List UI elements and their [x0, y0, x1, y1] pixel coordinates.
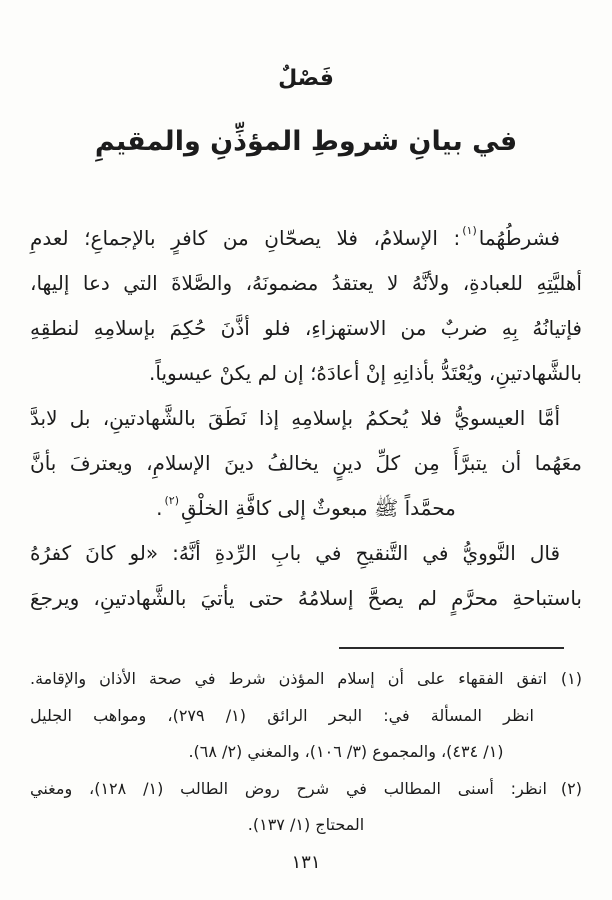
footnote-marker-1: (١)	[560, 669, 582, 688]
body-line: باستباحةِ محرَّمٍ لم يصحَّ إسلامُهُ حتى يأتيَ بالشَّهادتينِ، ويرجعَ	[30, 586, 582, 610]
body-line: قال النَّوويُّ في التَّنقيحِ في بابِ الرِّدةِ أنَّهُ: «لو كانَ كفرُهُ	[30, 541, 560, 565]
footnote-ref-2: (٢)	[164, 494, 180, 507]
footnote-2	[30, 771, 582, 844]
footnote-marker-2: (٢)	[560, 778, 582, 798]
body-text	[30, 216, 582, 621]
chapter-heading: فَصْلٌ	[278, 66, 334, 91]
body-segment: محمَّداً ﷺ مبعوثٌ إلى كافَّةِ الخلْقِ	[181, 496, 456, 520]
footnote-1	[30, 661, 582, 771]
footnote-ref-1: (١)	[462, 224, 477, 237]
page-number: ١٣١	[291, 851, 321, 873]
footnote-text: اتفق الفقهاء على أن إسلام المؤذن شرط في صحة الأذان والإقامة.	[30, 669, 547, 688]
body-segment: : الإسلامُ، فلا يصحّانِ من كافرٍ بالإجماعِ؛ لعدمِ	[30, 226, 461, 250]
body-line: معَهُما أن يتبرَّأَ مِن كلِّ دينٍ يخالفُ دينَ الإسلامِ، ويعترفَ بأنَّ	[30, 451, 582, 475]
footnote-line: (١/ ٤٣٤)، والمجموع (٣/ ١٠٦)، والمغني (٢/ ٦٨).	[188, 742, 504, 761]
footnote-line: المحتاج (١/ ١٣٧).	[247, 815, 365, 834]
footnote-line	[30, 661, 582, 698]
body-line: فإتيانُهُ بِهِ ضربٌ من الاستهزاءِ، فلو أذَّنَ حُكِمَ بإسلامِهِ لنطقِهِ	[30, 316, 582, 340]
footnote-line	[30, 771, 582, 808]
body-line: بالشَّهادتينِ، ويُعْتَدُّ بأذانِهِ إنْ أعادَهُ؛ إن لم يكنْ عيسوياً.	[149, 361, 582, 385]
footnote-line: انظر المسألة في: البحر الرائق (١/ ٢٧٩)، ومواهب الجليل	[30, 705, 534, 725]
footnote-separator	[339, 647, 564, 649]
body-line: أمَّا العيسويُّ فلا يُحكمُ بإسلامِهِ إذا نَطَقَ بالشَّهادتينِ، بل لابدَّ	[30, 406, 560, 430]
body-line	[30, 216, 582, 261]
body-line: أهليَّتِهِ للعبادةِ، ولأنَّهُ لا يعتقدُ مضمونَهُ، والصَّلاةَ التي دعا إليها،	[30, 271, 582, 295]
footnotes	[30, 661, 582, 844]
body-segment: فشرطُهُما	[478, 226, 560, 250]
footnote-text: انظر: أسنى المطالب في شرح روض الطالب (١/ ١٢٨)، ومغني	[30, 778, 547, 798]
body-line	[30, 486, 582, 531]
section-title: في بيانِ شروطِ المؤذِّنِ والمقيمِ	[94, 126, 518, 157]
body-segment: .	[156, 496, 163, 520]
